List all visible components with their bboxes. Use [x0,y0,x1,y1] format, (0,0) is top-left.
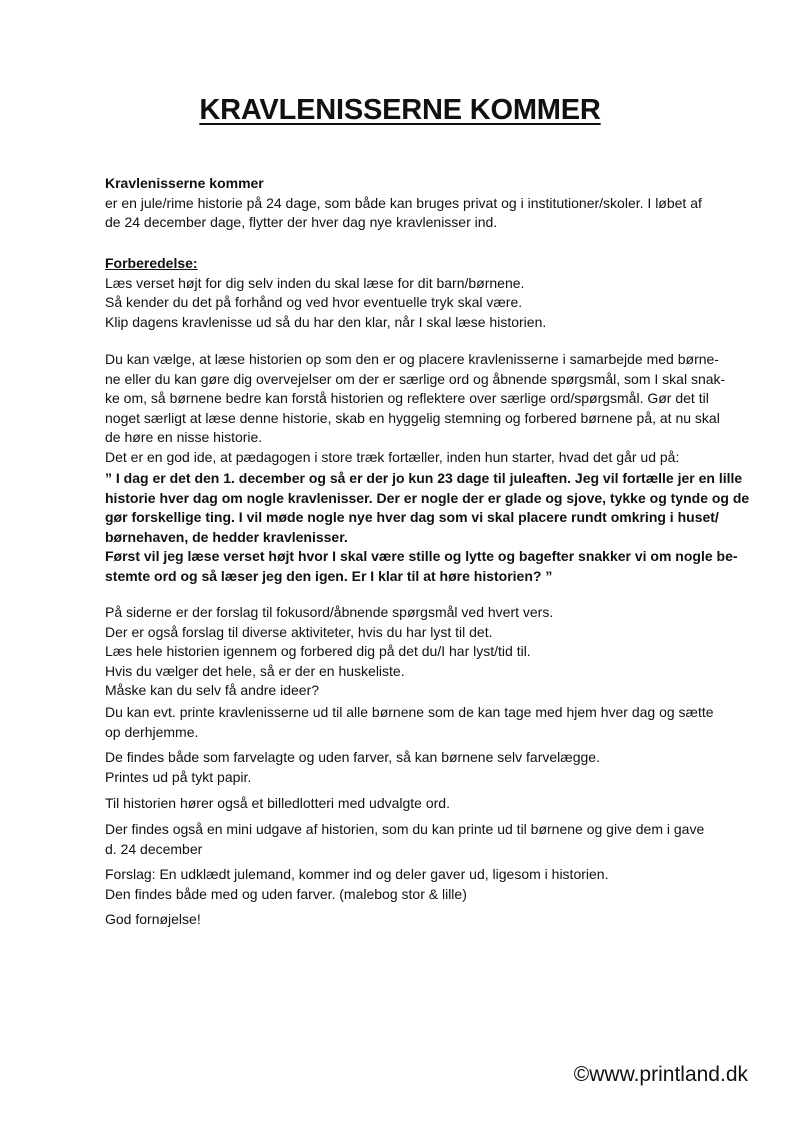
intro-line: er en jule/rime historie på 24 dage, som både kan bruges privat og i institutioner/skoler. I løbet af [105,194,702,211]
page-title: KRAVLENISSERNE KOMMER [199,94,601,126]
suggestion-line: Hvis du vælger det hele, så er der en huskeliste. [105,662,405,679]
print-paragraph [105,703,714,742]
choice-line: ke om, så børnene bedre kan forstå historien og reflektere over særlige ord/spørgsmål. Gør det til [105,390,709,406]
suggestion-line: Måske kan du selv få andre ideer? [105,682,320,698]
mini-line: d. 24 december [105,840,203,857]
suggestion-line: Læs hele historien igennem og forbered dig på det du/I har lyst/tid til. [105,643,531,659]
lottery-line: Til historien hører også et billedlotteri med udvalgte ord. [105,795,450,811]
mini-line: Der findes også en mini udgave af historien, som du kan printe ud til børnene og give dem i gave [105,821,705,837]
preparation-line: Klip dagens kravlenisse ud så du har den klar, når I skal læse historien. [105,313,547,330]
mini-paragraph [105,820,705,859]
proposal-line: Den findes både med og uden farver. (malebog stor & lille) [105,885,467,902]
intro-section [105,174,705,233]
choice-line: Du kan vælge, at læse historien op som den er og placere kravlenisserne i samarbejde med børne- [105,351,719,367]
quote-line: stemte ord og så læser jeg den igen. Er I klar til at høre historien? ” [105,567,553,584]
intro-line: de 24 december dage, flytter der hver dag nye kravlenisser ind. [105,214,498,230]
quote-paragraph [105,469,750,586]
preparation-line: Så kender du det på forhånd og ved hvor eventuelle tryk skal være. [105,294,523,310]
choice-line: de høre en nisse historie. [105,429,263,445]
colors-paragraph [105,748,705,787]
quote-line: historie hver dag om nogle kravlenisser. Der er nogle der er glade og sjove, tykke og tynde og de [105,489,750,506]
preparation-heading: Forberedelse: [105,255,198,271]
intro-heading: Kravlenisserne kommer [105,175,264,191]
closing-text [105,910,705,930]
suggestions-paragraph [105,603,705,701]
quote-line: gør forskellige ting. I vil møde nogle nye hver dag som vi skal placere rundt omkring i huset/ [105,509,719,525]
proposal-line: Forslag: En udklædt julemand, kommer ind og deler gaver ud, ligesom i historien. [105,866,609,882]
colors-line: De findes både som farvelagte og uden farver, så kan børnene selv farvelægge. [105,749,600,765]
suggestion-line: På siderne er der forslag til fokusord/åbnende spørgsmål ved hvert vers. [105,604,554,620]
quote-line: Først vil jeg læse verset højt hvor I skal være stille og lytte og bagefter snakker vi om nogle be- [105,548,738,564]
colors-line: Printes ud på tykt papir. [105,768,252,785]
preparation-section [105,254,705,332]
choice-paragraph [105,350,726,467]
quote-line: ” I dag er det den 1. december og så er der jo kun 23 dage til juleaften. Jeg vil fortælle jer en lille [105,470,743,486]
choice-line: noget særligt at læse denne historie, skab en hyggelig stemning og forbered børnene på, at nu skal [105,409,720,426]
proposal-paragraph [105,865,705,904]
choice-line: ne eller du kan gøre dig overvejelser om der er særlige ord og åbnende spørgsmål, som I skal snak- [105,370,726,387]
print-line: op derhjemme. [105,723,199,740]
lottery-paragraph [105,794,705,814]
closing-line: God fornøjelse! [105,911,201,927]
quote-line: børnehaven, de hedder kravlenisser. [105,528,348,545]
choice-line: Det er en god ide, at pædagogen i store træk fortæller, inden hun starter, hvad det går ud på: [105,448,680,465]
suggestion-line: Der er også forslag til diverse aktiviteter, hvis du har lyst til det. [105,623,493,640]
preparation-line: Læs verset højt for dig selv inden du skal læse for dit barn/børnene. [105,274,525,291]
copyright-footer: ©www.printland.dk [573,1063,748,1086]
print-line: Du kan evt. printe kravlenisserne ud til alle børnene som de kan tage med hjem hver dag og sætte [105,704,714,720]
